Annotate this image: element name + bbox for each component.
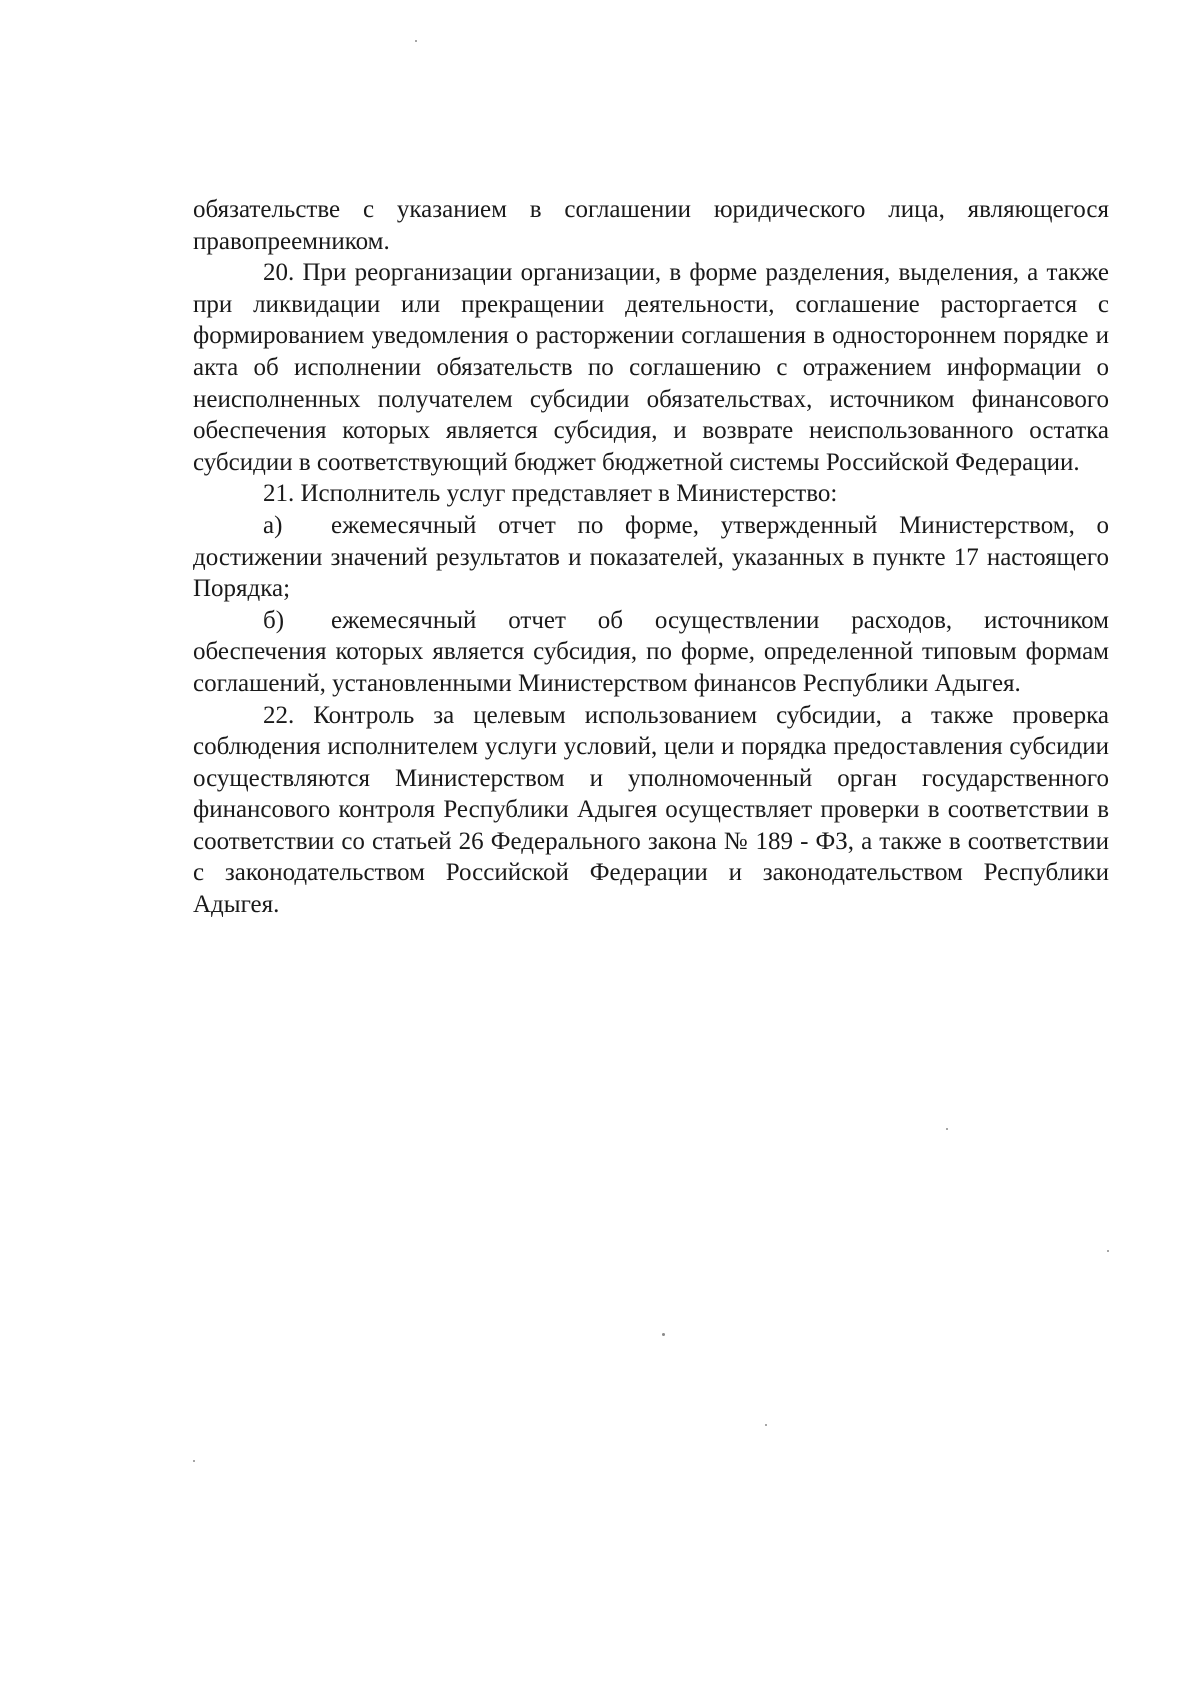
paragraph-continuation: обязательстве с указанием в соглашении юридического лица, являющегося правопреемником. — [193, 196, 1109, 255]
scan-speck — [415, 40, 417, 42]
item-marker-b: б) — [263, 606, 285, 634]
item-text-a: ежемесячный отчет по форме, утвержденный Министерством, о достижении значений результатов и показателей, указанных в пункте 17 настоящего Порядка; — [193, 511, 1109, 603]
paragraph-21: 21. Исполнитель услуг представляет в Министерство: — [263, 480, 838, 508]
scan-speck — [946, 1128, 948, 1130]
scan-speck — [662, 1333, 665, 1336]
scan-speck — [1107, 1250, 1109, 1252]
scan-speck — [765, 1424, 767, 1426]
paragraph-21-b — [193, 605, 1109, 700]
paragraph-22: 22. Контроль за целевым использованием субсидии, а также проверка соблюдения исполнителем услуги условий, цели и порядка предоставления субсидии осуществляются Министерством и уполномоченный орган государственного финансового контроля Республики Адыгея осуществляет проверки в соответствии в соответствии со статьей 26 Федерального закона № 189 - ФЗ, а также в соответствии с законодательством Российской Федерации и законодательством Республики Адыгея. — [193, 701, 1109, 919]
paragraph-20: 20. При реорганизации организации, в форме разделения, выделения, а также при ликвидации или прекращении деятельности, соглашение расторгается с формированием уведомления о расторжении соглашения в одностороннем порядке и акта об исполнении обязательств по соглашению с отражением информации о неисполненных получателем субсидии обязательствах, источником финансового обеспечения которых является субсидия, и возврате неиспользованного остатка субсидии в соответствующий бюджет бюджетной системы Российской Федерации. — [193, 259, 1109, 476]
document-body — [193, 194, 1109, 921]
item-text-b: ежемесячный отчет об осуществлении расходов, источником обеспечения которых является субсидия, по форме, определенной типовым формам соглашений, установленными Министерством финансов Республики Адыгея. — [193, 606, 1109, 697]
paragraph-21-a — [193, 510, 1109, 605]
item-marker-a: а) — [263, 511, 283, 539]
scan-speck — [193, 1460, 195, 1462]
